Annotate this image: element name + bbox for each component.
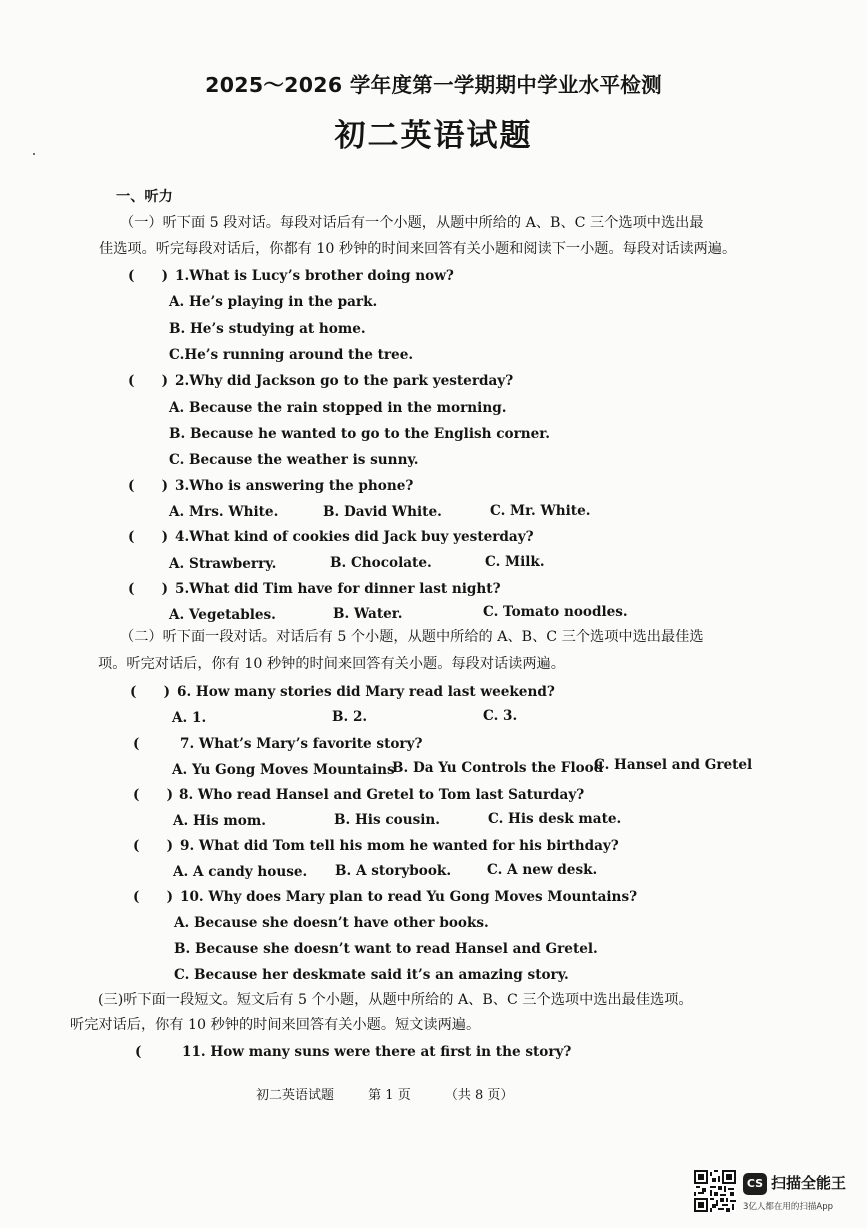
option-a: A. Vegetables. [169,607,276,623]
question-stem: 9. What did Tom tell his mom he wanted for his birthday? [180,838,619,854]
part3-intro-line1: (三)听下面一段短文。短文后有 5 个小题，从题中所给的 A、B、C 三个选项中选出最佳选项。 [98,992,693,1008]
part2-intro-line2: 项。听完对话后，你有 10 秒钟的时间来回答有关小题。每段对话读两遍。 [98,656,565,672]
option-c: C. Tomato noodles. [483,604,628,620]
option-b: B. He’s studying at home. [169,321,366,337]
camscanner-logo-icon: CS [743,1173,767,1195]
footer-total-pages: （共 8 页） [444,1088,514,1103]
option-a: A. Strawberry. [169,556,277,572]
option-c: C. His desk mate. [488,811,622,827]
option-a: A. Because she doesn’t have other books. [174,915,489,931]
qr-code-icon [694,1170,736,1212]
answer-blank[interactable]: ( ) [133,787,174,803]
option-a: A. Because the rain stopped in the morning. [169,400,507,416]
option-a: A. A candy house. [173,864,308,880]
scanner-app-name: 扫描全能王 [771,1174,847,1192]
option-c: C. Because her deskmate said it’s an amazing story. [174,967,569,983]
section-heading-listening: 一、听力 [116,189,173,205]
option-c: C. Mr. White. [490,503,591,519]
question-stem: 10. Why does Mary plan to read Yu Gong Moves Mountains? [180,889,638,905]
question-stem: 3.Who is answering the phone? [175,478,414,494]
option-c: C. 3. [483,708,518,724]
part1-intro-line1: （一）听下面 5 段对话。每段对话后有一个小题，从题中所给的 A、B、C 三个选项中选出最 [120,215,704,231]
option-b: B. Da Yu Controls the Flood [392,760,604,776]
footer-subject: 初二英语试题 [256,1088,335,1103]
answer-blank[interactable]: ( [133,736,140,752]
part3-intro-line2: 听完对话后，你有 10 秒钟的时间来回答有关小题。短文读两遍。 [70,1017,481,1033]
option-b: B. Because he wanted to go to the English corner. [169,426,550,442]
option-a: A. Yu Gong Moves Mountains [172,762,395,778]
page-footer [256,1084,543,1103]
option-b: B. Water. [333,606,403,622]
option-b: B. Because she doesn’t want to read Hansel and Gretel. [174,941,598,957]
exam-subtitle: 初二英语试题 [334,118,533,154]
option-a: A. 1. [172,710,207,726]
option-b: B. Chocolate. [330,555,432,571]
question-stem: 8. Who read Hansel and Gretel to Tom last Saturday? [179,787,585,803]
part1-intro-line2: 佳选项。听完每段对话后，你都有 10 秒钟的时间来回答有关小题和阅读下一小题。每段对话读两遍。 [99,241,737,257]
option-a: A. He’s playing in the park. [169,294,378,310]
footer-page-number: 第 1 页 [368,1088,411,1103]
option-b: B. A storybook. [335,863,452,879]
option-c: C. Milk. [485,554,545,570]
option-a: A. Mrs. White. [169,504,279,520]
option-a: A. His mom. [173,813,266,829]
question-stem: 7. What’s Mary’s favorite story? [180,736,423,752]
question-stem: 6. How many stories did Mary read last weekend? [177,684,555,700]
answer-blank[interactable]: ( ) [128,268,169,284]
answer-blank[interactable]: ( ) [128,373,169,389]
option-c: C. Because the weather is sunny. [169,452,419,468]
question-stem: 1.What is Lucy’s brother doing now? [175,268,454,284]
option-b: B. David White. [323,504,442,520]
question-stem: 5.What did Tim have for dinner last night? [175,581,501,597]
part2-intro-line1: （二）听下面一段对话。对话后有 5 个小题，从题中所给的 A、B、C 三个选项中选出最佳选 [120,629,704,645]
option-c: C. Hansel and Gretel [594,757,753,773]
question-stem: 4.What kind of cookies did Jack buy yesterday? [175,529,534,545]
option-b: B. 2. [332,709,368,725]
answer-blank[interactable]: ( ) [128,478,169,494]
question-stem: 11. How many suns were there at first in the story? [182,1044,572,1060]
option-c: C. A new desk. [487,862,598,878]
answer-blank[interactable]: ( [135,1044,142,1060]
question-stem: 2.Why did Jackson go to the park yesterday? [175,373,514,389]
answer-blank[interactable]: ( ) [128,581,169,597]
answer-blank[interactable]: ( ) [128,529,169,545]
option-b: B. His cousin. [334,812,441,828]
speck [33,153,35,155]
answer-blank[interactable]: ( ) [133,838,174,854]
scanner-app-tagline: 3亿人都在用的扫描App [743,1202,834,1212]
answer-blank[interactable]: ( ) [133,889,174,905]
option-c: C.He’s running around the tree. [169,347,414,363]
answer-blank[interactable]: ( ) [130,684,171,700]
exam-title: 2025～2026 学年度第一学期期中学业水平检测 [205,73,662,97]
